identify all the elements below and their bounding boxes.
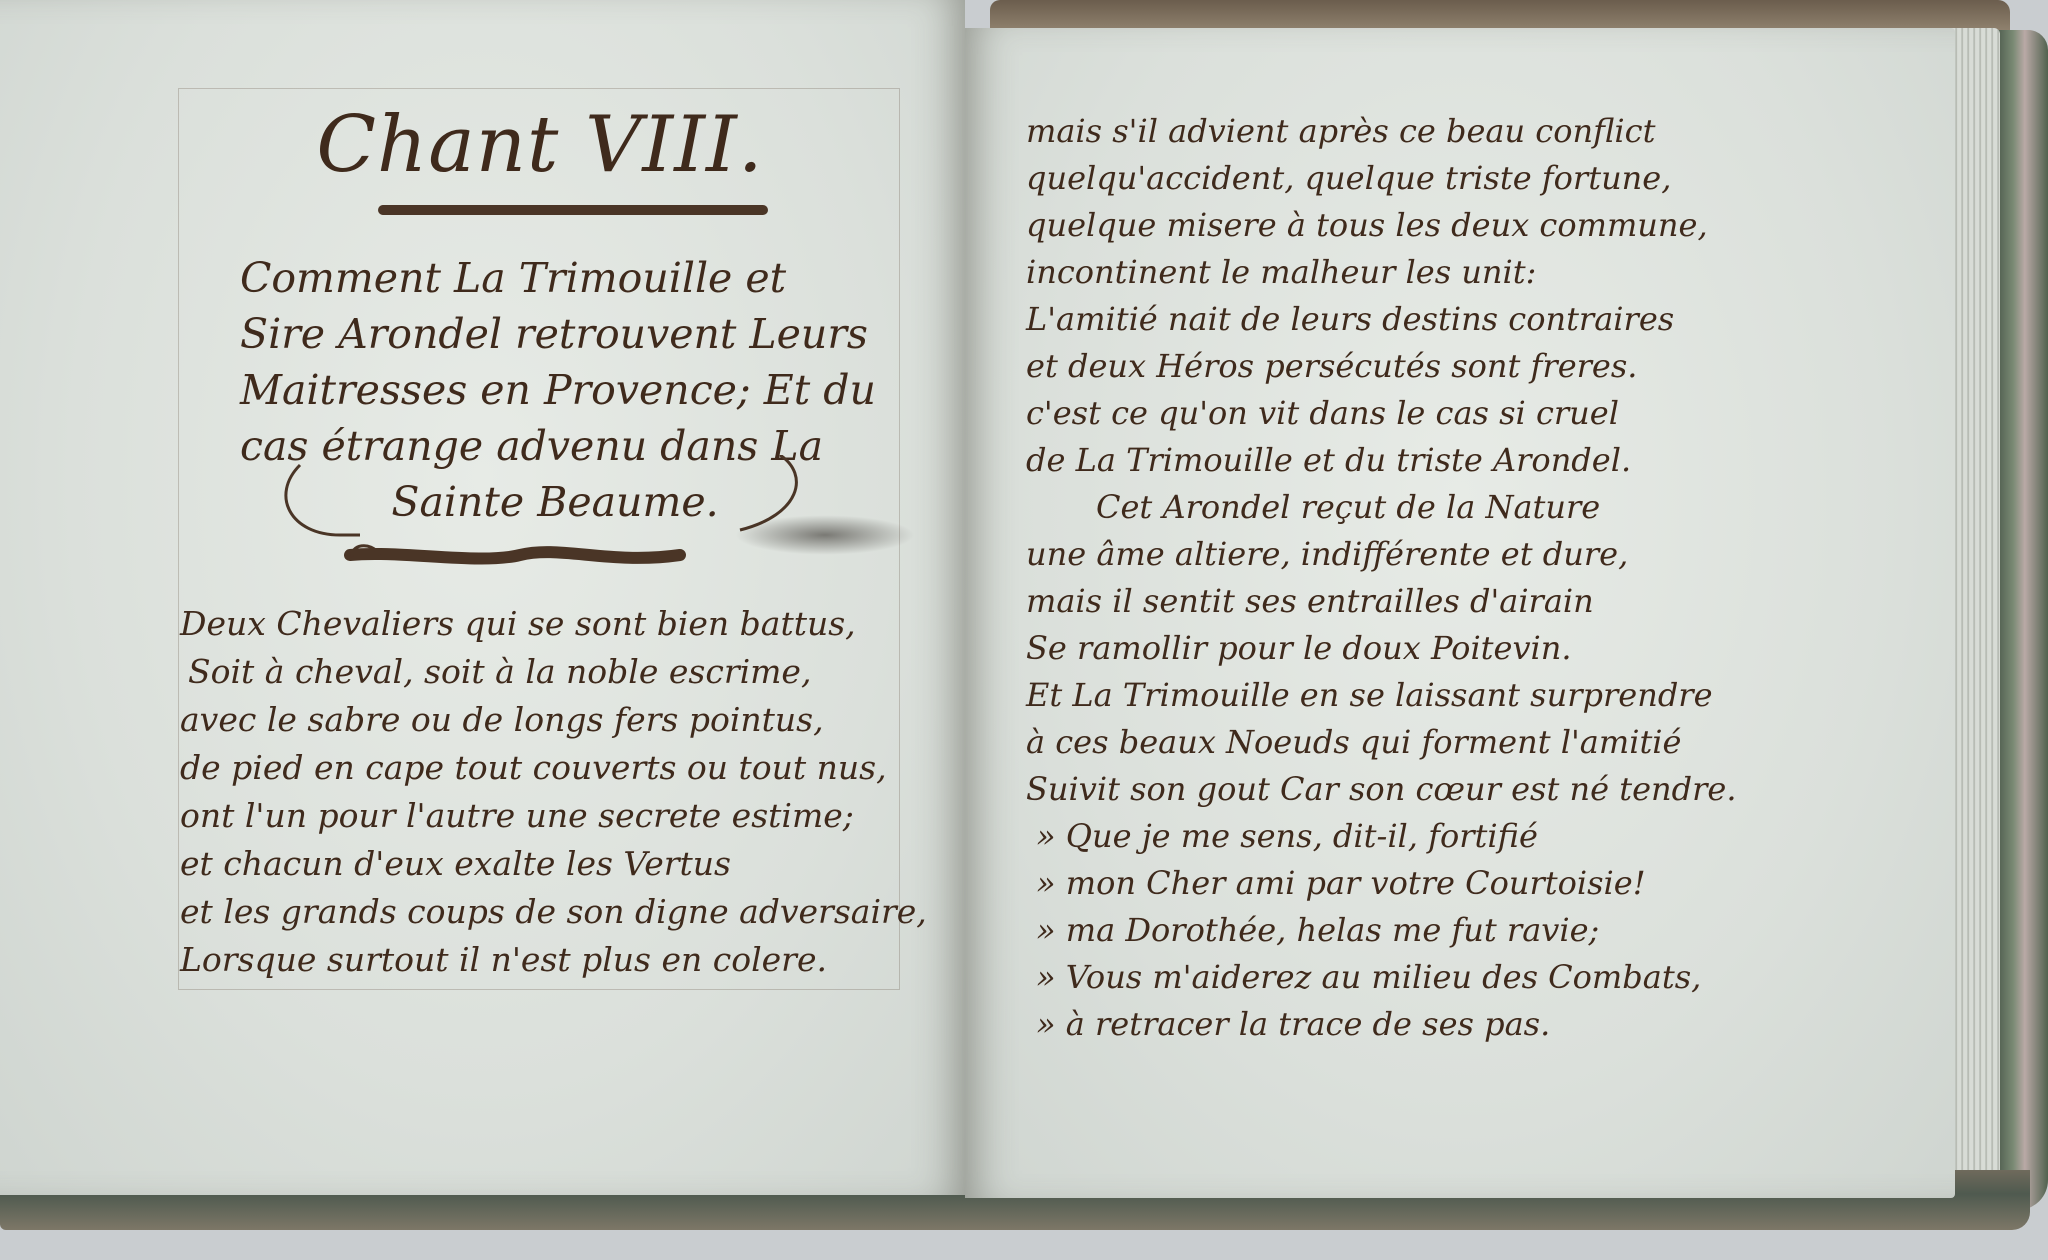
calligraphic-flourish [280,455,800,585]
verse-line: avec le sabre ou de longs fers pointus, [180,700,824,739]
verse-line: quelque misere à tous les deux commune, [1026,206,1708,244]
heading-line: Comment La Trimouille et [240,254,787,302]
heading-line: Sainte Beaume. [391,478,719,526]
verse-line: mais il sentit ses entrailles d'airain [1026,582,1594,620]
verse-line: Suivit son gout Car son cœur est né tendre. [1026,770,1737,808]
verse-line: et deux Héros persécutés sont freres. [1026,347,1638,385]
chant-title: Chant VIII. [316,100,764,190]
ink-smudge [735,515,915,555]
verse-line: de pied en cape tout couverts ou tout nus, [180,748,887,787]
verse-line: Et La Trimouille en se laissant surprendre [1026,676,1713,714]
heading-line: cas étrange advenu dans La [240,422,824,470]
verse-line: Cet Arondel reçut de la Nature [1096,488,1601,526]
verse-line: quelqu'accident, quelque triste fortune, [1026,159,1672,197]
verse-line: et chacun d'eux exalte les Vertus [180,844,731,883]
right-verse-block [1026,108,1737,1048]
heading-line: Sire Arondel retrouvent Leurs [240,310,868,358]
verse-line: » à retracer la trace de ses pas. [1036,1005,1551,1043]
verse-line: incontinent le malheur les unit: [1026,253,1537,291]
verse-line: Soit à cheval, soit à la noble escrime, [188,652,812,691]
verse-line: de La Trimouille et du triste Arondel. [1026,441,1632,479]
title-underline [378,205,768,215]
verse-line: Deux Chevaliers qui se sont bien battus, [180,604,856,643]
verse-line: Lorsque surtout il n'est plus en colere. [180,940,827,979]
verse-line: et les grands coups de son digne adversaire, [180,892,927,931]
left-verse-block [180,600,927,984]
verse-line: Se ramollir pour le doux Poitevin. [1026,629,1572,667]
verse-line: » mon Cher ami par votre Courtoisie! [1036,864,1646,902]
verse-line: » Vous m'aiderez au milieu des Combats, [1036,958,1702,996]
verse-line: ont l'un pour l'autre une secrete estime; [180,796,854,835]
verse-line: » Que je me sens, dit-il, fortifié [1036,817,1538,855]
verse-line: une âme altiere, indifférente et dure, [1026,535,1629,573]
verse-line: à ces beaux Noeuds qui forment l'amitié [1026,723,1682,761]
verse-line: » ma Dorothée, helas me fut ravie; [1036,911,1600,949]
heading-line: Maitresses en Provence; Et du [240,366,876,414]
verse-line: mais s'il advient après ce beau conflict [1026,112,1656,150]
left-page [0,0,965,1195]
verse-line: c'est ce qu'on vit dans le cas si cruel [1026,394,1619,432]
verse-line: L'amitié nait de leurs destins contraires [1026,300,1675,338]
